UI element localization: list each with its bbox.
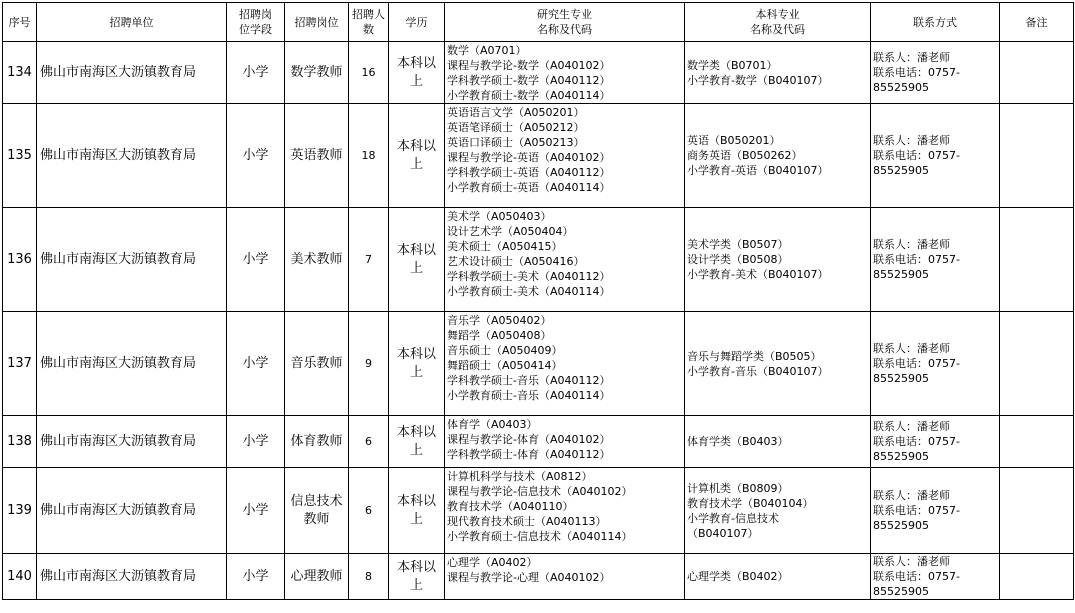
seq-cell: 138 [3, 416, 37, 468]
header-unit: 招聘单位 [37, 3, 227, 42]
grad-major-item: 英语笔译硕士（A050212） [447, 121, 585, 134]
header-grad-line: 名称及代码 [537, 23, 592, 36]
header-stage [227, 3, 285, 42]
grad-major-item: 音乐硕士（A050409） [447, 344, 563, 357]
contact-line: 联系人：潘老师 [873, 51, 950, 64]
table-row [3, 42, 1074, 104]
grad-major-item: 课程与教学论-英语（A040102） [447, 151, 611, 164]
unit-cell: 佛山市南海区大沥镇教育局 [37, 416, 227, 468]
grad-major-item: 课程与教学论-信息技术（A040102） [447, 485, 633, 498]
undergrad-major-item: 教育技术学（B040104） [687, 496, 814, 510]
count-cell: 16 [349, 42, 389, 104]
grad-major-item: 艺术设计硕士（A050416） [447, 255, 585, 268]
table-row [3, 416, 1074, 468]
header-undergrad-major [685, 3, 871, 42]
contact-line: 联系人：潘老师 [873, 489, 950, 502]
grad-major-item: 数学（A0701） [447, 44, 527, 57]
stage-cell: 小学 [227, 104, 285, 208]
header-grad-major [445, 3, 685, 42]
undergrad-major-item: 英语（B050201） [687, 134, 781, 147]
contact-cell [871, 468, 1000, 554]
seq-cell: 139 [3, 468, 37, 554]
header-row [3, 3, 1074, 42]
header-edu: 学历 [389, 3, 445, 42]
post-cell: 音乐教师 [285, 312, 349, 416]
grad-major-item: 音乐学（A050402） [447, 314, 552, 327]
post-cell: 信息技术教师 [285, 468, 349, 554]
unit-cell: 佛山市南海区大沥镇教育局 [37, 312, 227, 416]
contact-line: 联系人：潘老师 [873, 420, 950, 433]
header-count [349, 3, 389, 42]
undergrad-major-item: （B040107） [687, 526, 759, 540]
grad-major-item: 学科教学硕士-音乐（A040112） [447, 374, 611, 387]
unit-cell: 佛山市南海区大沥镇教育局 [37, 208, 227, 312]
count-cell: 8 [349, 554, 389, 600]
count-cell: 6 [349, 468, 389, 554]
undergrad-major-cell [685, 208, 871, 312]
count-cell: 6 [349, 416, 389, 468]
contact-line: 联系电话：0757- [873, 435, 960, 448]
contact-cell [871, 416, 1000, 468]
header-grad-line: 研究生专业 [537, 8, 592, 21]
unit-cell: 佛山市南海区大沥镇教育局 [37, 468, 227, 554]
header-remark: 备注 [1000, 3, 1074, 42]
remark-cell [1000, 42, 1074, 104]
contact-cell [871, 104, 1000, 208]
contact-line: 联系电话：0757- [873, 149, 960, 162]
contact-line: 联系人：潘老师 [873, 555, 950, 568]
undergrad-major-cell [685, 312, 871, 416]
header-undergrad-line: 本科专业 [755, 8, 800, 21]
unit-cell: 佛山市南海区大沥镇教育局 [37, 554, 227, 600]
table-body [3, 42, 1074, 600]
grad-major-item: 体育学（A0403） [447, 418, 538, 431]
header-count-line: 招聘人 [352, 8, 385, 21]
count-cell: 9 [349, 312, 389, 416]
undergrad-major-item: 体育学类（B0403） [687, 435, 789, 448]
table-row [3, 554, 1074, 600]
table-row [3, 208, 1074, 312]
post-cell: 心理教师 [285, 554, 349, 600]
stage-cell: 小学 [227, 42, 285, 104]
contact-cell [871, 42, 1000, 104]
contact-line: 联系电话：0757- [873, 66, 960, 79]
grad-major-item: 课程与教学论-体育（A040102） [447, 433, 611, 446]
grad-major-cell [445, 554, 685, 600]
grad-major-cell [445, 416, 685, 468]
header-post: 招聘岗位 [285, 3, 349, 42]
grad-major-item: 英语口译硕士（A050213） [447, 136, 585, 149]
header-count-line: 数 [363, 23, 374, 36]
grad-major-cell [445, 468, 685, 554]
edu-cell: 本科以上 [389, 416, 445, 468]
grad-major-item: 小学教育硕士-数学（A040114） [447, 89, 611, 102]
grad-major-item: 学科教学硕士-数学（A040112） [447, 74, 611, 87]
stage-cell: 小学 [227, 208, 285, 312]
seq-cell: 137 [3, 312, 37, 416]
count-cell: 18 [349, 104, 389, 208]
grad-major-item: 英语语言文学（A050201） [447, 106, 585, 119]
contact-line: 85525905 [873, 450, 929, 463]
unit-cell: 佛山市南海区大沥镇教育局 [37, 104, 227, 208]
undergrad-major-item: 音乐与舞蹈学类（B0505） [687, 349, 822, 363]
table-row [3, 104, 1074, 208]
contact-line: 联系人：潘老师 [873, 134, 950, 147]
seq-cell: 140 [3, 554, 37, 600]
grad-major-cell [445, 312, 685, 416]
grad-major-item: 心理学（A0402） [447, 556, 538, 569]
seq-cell: 135 [3, 104, 37, 208]
grad-major-item: 美术学（A050403） [447, 210, 552, 223]
edu-cell: 本科以上 [389, 468, 445, 554]
grad-major-item: 舞蹈学（A050408） [447, 329, 552, 342]
seq-cell: 134 [3, 42, 37, 104]
undergrad-major-item: 小学教育-美术（B040107） [687, 268, 829, 281]
remark-cell [1000, 416, 1074, 468]
grad-major-item: 小学教育硕士-英语（A040114） [447, 181, 611, 194]
contact-cell [871, 554, 1000, 600]
grad-major-item: 课程与教学论-数学（A040102） [447, 59, 611, 72]
header-undergrad-line: 名称及代码 [750, 23, 805, 36]
contact-line: 85525905 [873, 519, 929, 532]
grad-major-cell [445, 104, 685, 208]
undergrad-major-item: 心理学类（B0402） [687, 570, 789, 583]
undergrad-major-item: 小学教育-音乐（B040107） [687, 364, 829, 378]
post-cell: 英语教师 [285, 104, 349, 208]
post-cell: 数学教师 [285, 42, 349, 104]
undergrad-major-item: 计算机类（B0809） [687, 481, 789, 495]
edu-cell: 本科以上 [389, 554, 445, 600]
stage-cell: 小学 [227, 468, 285, 554]
contact-cell [871, 208, 1000, 312]
remark-cell [1000, 312, 1074, 416]
contact-line: 联系人：潘老师 [873, 238, 950, 251]
header-contact: 联系方式 [871, 3, 1000, 42]
grad-major-item: 现代教育技术硕士（A040113） [447, 515, 607, 528]
remark-cell [1000, 554, 1074, 600]
post-cell: 体育教师 [285, 416, 349, 468]
undergrad-major-item: 设计学类（B0508） [687, 253, 789, 266]
grad-major-item: 计算机科学与技术（A0812） [447, 470, 593, 483]
undergrad-major-item: 小学教育-英语（B040107） [687, 164, 829, 177]
grad-major-item: 课程与教学论-心理（A040102） [447, 571, 611, 584]
edu-cell: 本科以上 [389, 42, 445, 104]
undergrad-major-item: 商务英语（B050262） [687, 149, 803, 162]
contact-line: 联系电话：0757- [873, 253, 960, 266]
grad-major-item: 美术硕士（A050415） [447, 240, 563, 253]
contact-line: 85525905 [873, 164, 929, 177]
grad-major-item: 学科教学硕士-美术（A040112） [447, 270, 611, 283]
contact-cell [871, 312, 1000, 416]
grad-major-cell [445, 208, 685, 312]
edu-cell: 本科以上 [389, 208, 445, 312]
contact-line: 联系电话：0757- [873, 357, 960, 370]
contact-line: 联系电话：0757- [873, 570, 960, 583]
stage-cell: 小学 [227, 554, 285, 600]
grad-major-item: 小学教育硕士-美术（A040114） [447, 285, 611, 298]
contact-line: 85525905 [873, 585, 929, 598]
undergrad-major-item: 小学教育-信息技术 [687, 511, 779, 525]
table-row [3, 468, 1074, 554]
edu-cell: 本科以上 [389, 104, 445, 208]
contact-line: 联系人：潘老师 [873, 342, 950, 355]
undergrad-major-cell [685, 468, 871, 554]
edu-cell: 本科以上 [389, 312, 445, 416]
contact-line: 85525905 [873, 372, 929, 385]
header-stage-line: 位学段 [239, 23, 272, 36]
recruitment-table [2, 2, 1074, 600]
stage-cell: 小学 [227, 312, 285, 416]
contact-line: 85525905 [873, 81, 929, 94]
stage-cell: 小学 [227, 416, 285, 468]
remark-cell [1000, 468, 1074, 554]
undergrad-major-item: 小学教育-数学（B040107） [687, 73, 829, 87]
grad-major-item: 小学教育硕士-音乐（A040114） [447, 389, 611, 402]
table-row [3, 312, 1074, 416]
grad-major-item: 教育技术学（A040110） [447, 500, 574, 513]
remark-cell [1000, 208, 1074, 312]
undergrad-major-item: 数学类（B0701） [687, 58, 778, 72]
header-seq: 序号 [3, 3, 37, 42]
grad-major-item: 小学教育硕士-信息技术（A040114） [447, 530, 633, 543]
undergrad-major-cell [685, 42, 871, 104]
seq-cell: 136 [3, 208, 37, 312]
grad-major-item: 舞蹈硕士（A050414） [447, 359, 563, 372]
unit-cell: 佛山市南海区大沥镇教育局 [37, 42, 227, 104]
contact-line: 联系电话：0757- [873, 504, 960, 517]
post-cell: 美术教师 [285, 208, 349, 312]
undergrad-major-item: 美术学类（B0507） [687, 238, 789, 251]
header-stage-line: 招聘岗 [239, 8, 272, 21]
remark-cell [1000, 104, 1074, 208]
grad-major-item: 学科教学硕士-英语（A040112） [447, 166, 611, 179]
undergrad-major-cell [685, 416, 871, 468]
grad-major-item: 学科教学硕士-体育（A040112） [447, 448, 611, 461]
undergrad-major-cell [685, 104, 871, 208]
grad-major-cell [445, 42, 685, 104]
undergrad-major-cell [685, 554, 871, 600]
grad-major-item: 设计艺术学（A050404） [447, 225, 574, 238]
contact-line: 85525905 [873, 268, 929, 281]
count-cell: 7 [349, 208, 389, 312]
